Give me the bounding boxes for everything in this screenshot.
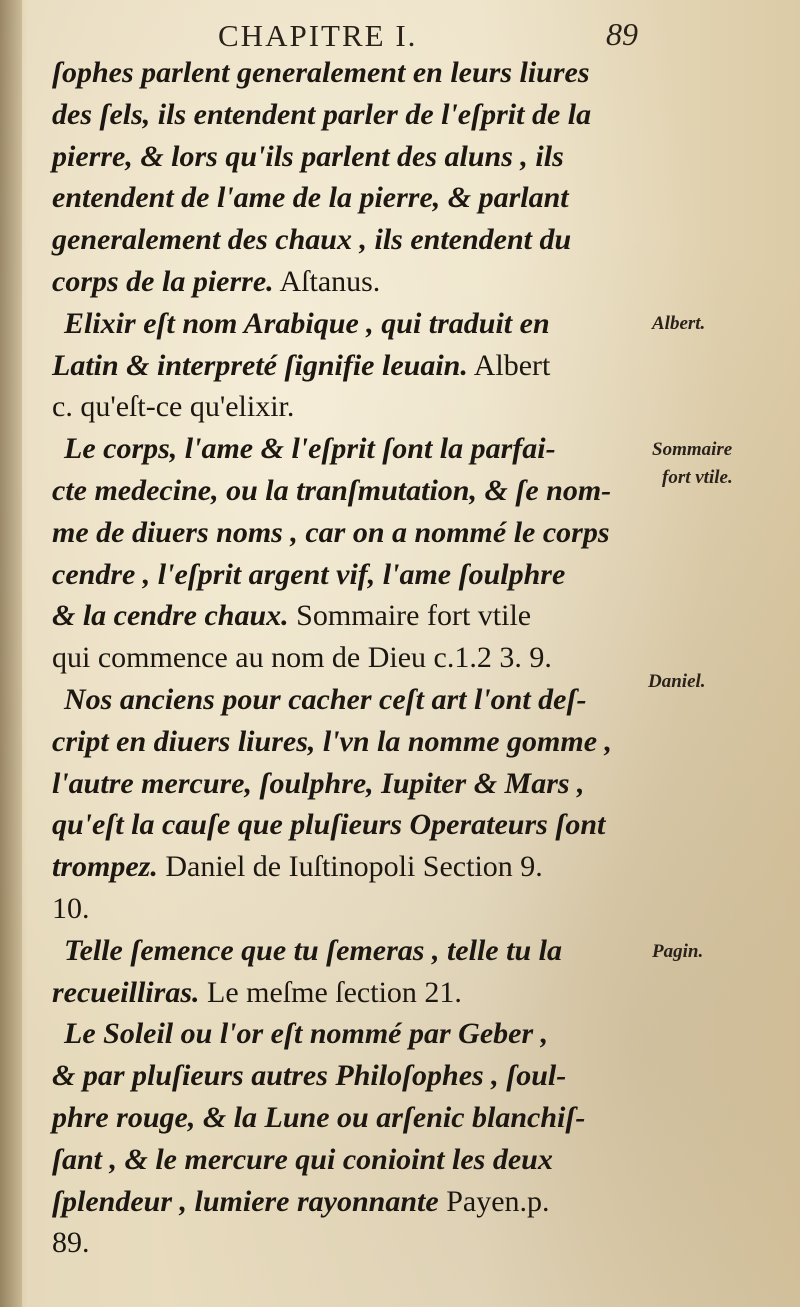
italic-text: entendent de l'ame de la pierre, & parlant: [52, 181, 569, 215]
text-line: [52, 177, 652, 219]
italic-text: qu'eſt la cauſe que pluſieurs Operateurs ſont: [52, 808, 606, 842]
page-body-text: [52, 52, 652, 1264]
italic-text: ſant , & le mercure qui conioint les deux: [52, 1142, 553, 1176]
text-line: [52, 1181, 652, 1223]
italic-text: ſplendeur , lumiere rayonnante: [52, 1184, 439, 1218]
text-line: [52, 554, 652, 596]
page-gutter-shadow: [0, 0, 22, 1307]
italic-text: cript en diuers liures, l'vn la nomme gomme ,: [52, 724, 613, 758]
italic-text: cendre , l'eſprit argent vif, l'ame ſoulphre: [52, 557, 566, 591]
text-line: [52, 1139, 652, 1181]
italic-text: Telle ſemence que tu ſemeras , telle tu la: [64, 933, 562, 967]
text-line: [52, 846, 652, 888]
italic-text: me de diuers noms , car on a nommé le corps: [52, 515, 610, 549]
text-line: [52, 763, 652, 805]
text-line: [52, 721, 652, 763]
italic-text: generalement des chaux , ils entendent du: [52, 223, 572, 257]
italic-text: Nos anciens pour cacher ceſt art l'ont deſ-: [64, 682, 587, 716]
italic-text: & par pluſieurs autres Philoſophes , ſoul-: [52, 1059, 567, 1093]
text-line: [52, 345, 652, 387]
text-line: [52, 930, 652, 972]
margin-note-sommaire: Sommaire: [652, 439, 733, 460]
italic-text: des ſels, ils entendent parler de l'eſprit de la: [52, 97, 592, 131]
text-line: [52, 888, 652, 930]
text-line: [52, 1013, 652, 1055]
italic-text: trompez.: [52, 850, 158, 884]
text-line: [52, 261, 652, 303]
text-line: [52, 428, 652, 470]
italic-text: cte medecine, ou la tranſmutation, & ſe nom-: [52, 473, 612, 507]
text-line: [52, 136, 652, 178]
roman-text: 10.: [52, 891, 90, 925]
text-line: [52, 804, 652, 846]
roman-text: c. qu'eſt-ce qu'elixir.: [52, 390, 295, 424]
text-line: [52, 1097, 652, 1139]
italic-text: phre rouge, & la Lune ou arſenic blanchiſ-: [52, 1100, 586, 1134]
text-line: [52, 595, 652, 637]
italic-text: pierre, & lors qu'ils parlent des aluns , ils: [52, 139, 564, 173]
text-line: [52, 386, 652, 428]
italic-text: recueilliras.: [52, 975, 200, 1009]
text-line: [52, 679, 652, 721]
italic-text: Elixir eſt nom Arabique , qui traduit en: [64, 306, 550, 340]
roman-text: Payen.p.: [438, 1184, 550, 1218]
text-line: [52, 219, 652, 261]
text-line: [52, 470, 652, 512]
page-number: 89: [606, 16, 638, 52]
text-line: [52, 1055, 652, 1097]
italic-text: corps de la pierre.: [52, 264, 274, 298]
text-line: [52, 52, 652, 94]
margin-note-daniel: Daniel.: [648, 671, 706, 692]
text-line: [52, 94, 652, 136]
roman-text: Sommaire fort vtile: [288, 599, 532, 633]
italic-text: & la cendre chaux.: [52, 599, 289, 633]
italic-text: ſophes parlent generalement en leurs liures: [52, 56, 590, 89]
italic-text: Le corps, l'ame & l'eſprit ſont la parfai-: [64, 432, 556, 466]
italic-text: l'autre mercure, ſoulphre, Iupiter & Mars ,: [52, 766, 585, 800]
margin-note-pagin: Pagin.: [652, 941, 704, 962]
margin-note-fort-utile: fort vtile.: [662, 467, 733, 488]
roman-text: 89.: [52, 1226, 90, 1260]
running-head: CHAPITRE I.: [218, 18, 418, 53]
margin-note-albert: Albert.: [652, 313, 706, 334]
italic-text: Latin & interpreté ſignifie leuain.: [52, 348, 468, 382]
text-line: [52, 512, 652, 554]
text-line: [52, 303, 652, 345]
text-line: [52, 972, 652, 1014]
text-line: [52, 637, 652, 679]
roman-text: Daniel de Iuſtinopoli Section 9.: [157, 850, 543, 884]
text-line: [52, 1222, 652, 1264]
roman-text: Aſtanus.: [273, 264, 381, 298]
roman-text: qui commence au nom de Dieu c.1.2 3. 9.: [52, 641, 552, 675]
roman-text: Albert: [467, 348, 551, 382]
roman-text: Le meſme ſection 21.: [199, 975, 462, 1009]
italic-text: Le Soleil ou l'or eſt nommé par Geber ,: [64, 1017, 549, 1051]
